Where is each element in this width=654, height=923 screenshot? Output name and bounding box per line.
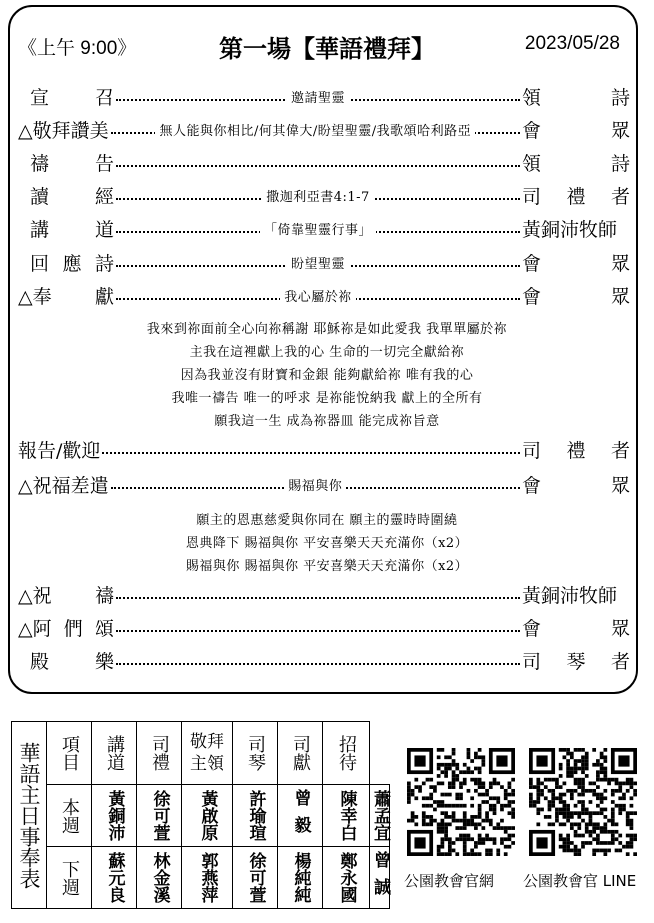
order-item-detail: 邀請聖靈 — [287, 87, 349, 106]
order-leader-text: 會 — [522, 252, 542, 275]
order-leader — [522, 182, 630, 209]
duty-name: 蘇元良 — [92, 847, 137, 909]
order-item — [18, 215, 114, 242]
order-item-text: 召 — [94, 86, 114, 109]
order-item — [18, 471, 109, 498]
order-item-detail: 賜福與你 — [284, 475, 346, 494]
order-row — [18, 580, 630, 608]
dot-leader — [116, 281, 520, 309]
order-leader — [522, 471, 630, 498]
dot-leader — [102, 435, 520, 463]
order-row — [18, 613, 630, 641]
order-item-text: 道 — [94, 218, 114, 241]
duty-name: 曾毅 — [278, 785, 323, 847]
duty-name: 林金溪 — [137, 847, 182, 909]
duty-name: 許瑜瑄 — [233, 785, 278, 847]
duty-name: 蕭孟宜 — [370, 785, 390, 847]
header-cell: 司獻 — [278, 722, 323, 785]
order-leader-text: 會 — [522, 617, 542, 640]
website-qr-code[interactable] — [407, 748, 515, 856]
dot-leader — [116, 248, 520, 276]
order-item-text: 禱 — [94, 584, 114, 607]
dot-leader — [116, 646, 520, 674]
order-item — [18, 581, 114, 608]
dot-leader — [116, 580, 520, 608]
order-leader-text: 會 — [522, 285, 542, 308]
order-leader-text: 會 — [522, 119, 542, 142]
order-leader-text: 眾 — [610, 285, 630, 308]
order-leader-text: 眾 — [610, 119, 630, 142]
order-item-text: 樂 — [94, 650, 114, 673]
order-leader-text: 會 — [522, 474, 542, 497]
order-leader-text: 眾 — [610, 474, 630, 497]
lyric-line: 願我這一生 成為祢器皿 能完成祢旨意 — [214, 414, 440, 429]
service-time: 《上午 9:00》 — [18, 38, 137, 59]
order-leader — [522, 581, 630, 608]
order-item-detail: 我心屬於祢 — [280, 286, 356, 305]
order-leader — [522, 149, 630, 176]
line-qr-code[interactable] — [529, 748, 637, 856]
line-qr-label: 公園教會官 LINE — [523, 872, 637, 890]
order-leader-text: 領 — [522, 86, 542, 109]
order-row — [18, 181, 630, 209]
order-item — [18, 647, 114, 674]
order-item-detail: 盼望聖靈 — [287, 253, 349, 272]
order-item-text: △祝 — [18, 584, 52, 607]
header-cell: 司禮 — [137, 722, 182, 785]
order-leader-text: 者 — [610, 650, 630, 673]
order-item-text: △敬拜讚美 — [18, 119, 109, 142]
order-row — [18, 248, 630, 276]
lyric-line: 我來到祢面前全心向祢稱謝 耶穌祢是如此愛我 我單單屬於祢 — [146, 322, 508, 337]
order-item-text: 宣 — [30, 86, 50, 109]
week-label: 本週 — [47, 785, 92, 847]
order-leader-text: 黃銅沛牧師 — [522, 584, 618, 607]
lyric-line: 主我在這裡獻上我的心 生命的一切完全獻給祢 — [189, 345, 465, 360]
order-leader-text: 者 — [610, 185, 630, 208]
duty-name: 徐可萱 — [233, 847, 278, 909]
order-item-text: 們 — [63, 617, 83, 640]
order-leader-text: 詩 — [610, 152, 630, 175]
order-leader-text: 司 — [522, 185, 542, 208]
order-item-text: 應 — [62, 252, 82, 275]
dot-leader — [116, 613, 520, 641]
service-date: 2023/05/28 — [524, 33, 620, 54]
order-leader-text: 黃銅沛牧師 — [522, 218, 618, 241]
order-row — [18, 470, 630, 498]
lyric-line: 因為我並沒有財寶和金銀 能夠獻給祢 唯有我的心 — [180, 368, 474, 383]
dot-leader — [111, 470, 520, 498]
dot-leader — [116, 181, 520, 209]
order-item-text: 殿 — [30, 650, 50, 673]
order-item-detail: 「倚靠聖靈行事」 — [260, 219, 376, 238]
order-item-text: 禱 — [30, 152, 50, 175]
duty-name: 郭燕萍 — [182, 847, 233, 909]
order-item-text: 經 — [94, 185, 114, 208]
order-item-text: 詩 — [94, 252, 114, 275]
header-cell: 講道 — [92, 722, 137, 785]
order-leader-text: 者 — [610, 439, 630, 462]
order-leader-text: 琴 — [566, 650, 586, 673]
order-item-text: △阿 — [18, 617, 52, 640]
order-item — [18, 282, 114, 309]
order-leader — [522, 614, 630, 641]
order-row — [18, 214, 630, 242]
order-leader — [522, 436, 630, 463]
order-row — [18, 435, 630, 463]
order-item-text: 回 — [30, 252, 50, 275]
duty-name: 黃啟原 — [182, 785, 233, 847]
header-cell-line: 主領 — [190, 754, 224, 774]
lyric-line: 我唯一禱告 唯一的呼求 是祢能悅納我 獻上的全所有 — [171, 391, 483, 406]
duty-table-title: 華語主日事奉表 — [12, 722, 47, 909]
dot-leader — [116, 214, 520, 242]
order-item-text: 報告/歡迎 — [18, 439, 101, 462]
order-row — [18, 646, 630, 674]
duty-name: 徐可萱 — [137, 785, 182, 847]
dot-leader — [116, 82, 520, 110]
order-leader — [522, 116, 630, 143]
order-leader — [522, 249, 630, 276]
order-item-detail: 無人能與你相比/何其偉大/盼望聖靈/我歌頌哈利路亞 — [155, 120, 475, 139]
service-title: 第一場【華語禮拜】 — [219, 36, 435, 63]
duty-name: 楊純純 — [278, 847, 323, 909]
order-leader — [522, 282, 630, 309]
lyric-line: 恩典降下 賜福與你 平安喜樂天天充滿你（x2） — [185, 536, 469, 551]
order-item-text: 獻 — [94, 285, 114, 308]
order-row — [18, 82, 630, 110]
order-item-text: 頌 — [94, 617, 114, 640]
order-item — [18, 182, 114, 209]
order-item — [18, 149, 114, 176]
order-item-text: 告 — [94, 152, 114, 175]
order-row — [18, 281, 630, 309]
order-leader-text: 司 — [522, 439, 542, 462]
order-item-text: △奉 — [18, 285, 52, 308]
header-cell — [182, 722, 233, 785]
lyric-line: 願主的恩惠慈愛與你同在 願主的靈時時圍繞 — [196, 513, 458, 528]
duty-name: 陳幸白 — [323, 785, 370, 847]
order-leader — [522, 215, 630, 242]
header-cell: 招待 — [323, 722, 370, 785]
duty-name: 曾誠 — [370, 847, 390, 909]
order-row — [18, 115, 630, 143]
duty-name: 鄭永國 — [323, 847, 370, 909]
duty-name: 黃銅沛 — [92, 785, 137, 847]
order-leader-text: 眾 — [610, 252, 630, 275]
order-leader-text: 眾 — [610, 617, 630, 640]
order-item-text: △祝福差遣 — [18, 474, 109, 497]
order-item — [18, 249, 114, 276]
order-item-text: 讀 — [30, 185, 50, 208]
order-item — [18, 614, 114, 641]
week-label: 下週 — [47, 847, 92, 909]
order-item-detail: 撒迦利亞書4:1-7 — [262, 186, 374, 205]
order-item — [18, 436, 100, 463]
header-cell-line: 敬拜 — [190, 732, 224, 752]
dot-leader — [111, 115, 520, 143]
dot-leader — [116, 148, 520, 176]
order-item-text: 講 — [30, 218, 50, 241]
order-item — [18, 116, 109, 143]
order-leader-text: 詩 — [610, 86, 630, 109]
order-leader — [522, 83, 630, 110]
duty-table — [11, 721, 390, 909]
order-row — [18, 148, 630, 176]
header-cell: 項目 — [47, 722, 92, 785]
order-leader-text: 司 — [522, 650, 542, 673]
header-cell: 司琴 — [233, 722, 278, 785]
order-leader-text: 領 — [522, 152, 542, 175]
lyric-line: 賜福與你 賜福與你 平安喜樂天天充滿你（x2） — [185, 559, 469, 574]
website-qr-label: 公園教會官網 — [404, 872, 495, 890]
order-leader-text: 禮 — [566, 185, 586, 208]
order-leader — [522, 647, 630, 674]
order-item — [18, 83, 114, 110]
order-leader-text: 禮 — [566, 439, 586, 462]
